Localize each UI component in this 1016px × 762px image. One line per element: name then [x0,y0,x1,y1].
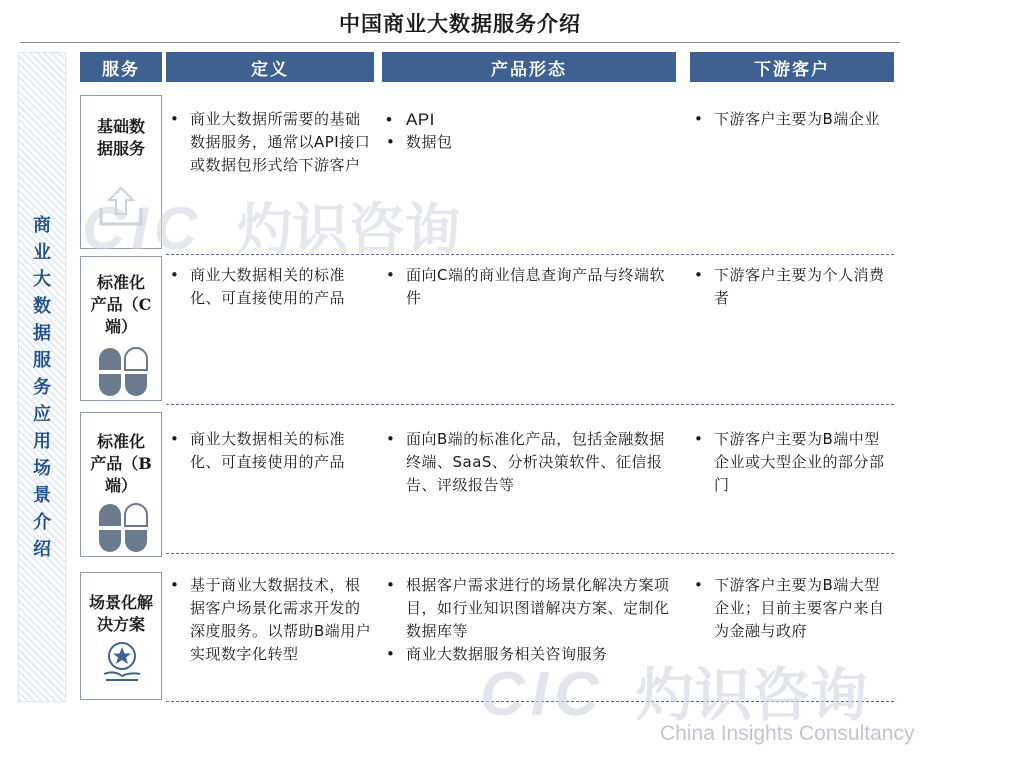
watermark-logo: CIC [480,660,605,729]
watermark-brand-en: China Insights Consultancy [660,722,915,745]
list-item: • 数据包 [384,131,674,154]
definition-cell-basic [168,108,372,177]
list-item: • 基于商业大数据技术，根据客户场景化需求开发的深度服务。以帮助B端用户实现数字化转型 [168,574,372,666]
list-item: • 下游客户主要为B端大型企业；目前主要客户来自为金融与政府 [692,574,892,643]
clover-icon [97,503,149,553]
customer-cell-scenario [692,574,892,643]
upload-icon [97,186,145,228]
definition-cell-scenario [168,574,372,666]
header-definition: 定义 [166,52,374,82]
list-item: • 商业大数据相关的标准化、可直接使用的产品 [168,264,372,310]
customer-cell-basic [692,108,892,131]
page-title: 中国商业大数据服务介绍 [339,11,581,36]
list-item: • 面向B端的标准化产品，包括金融数据终端、SaaS、分析决策软件、征信报告、评级报告等 [384,428,674,497]
form-cell-standard-c [384,264,674,310]
clover-icon [97,347,149,397]
header-form: 产品形态 [382,52,676,82]
form-cell-basic [384,108,674,154]
service-label-standard-b: 标准化产品（B端） [90,432,152,495]
watermark-logo: CIC [82,195,204,262]
service-label-scenario: 场景化解决方案 [89,593,154,634]
row-divider [166,404,894,405]
watermark-brand-cn: 灼识咨询 [236,198,461,263]
form-cell-scenario [384,574,674,666]
side-label: 商业大数据服务应用场景介绍 [33,215,51,560]
list-item: • 商业大数据所需要的基础数据服务，通常以API接口或数据包形式给下游客户 [168,108,372,177]
service-label-standard-c: 标准化产品（C端） [90,273,152,336]
customer-cell-standard-c [692,264,892,310]
list-item: • API [384,108,674,131]
list-item: • 下游客户主要为B端中型企业或大型企业的部分部门 [692,428,892,497]
title-divider [20,42,900,43]
watermark-brand-cn: 灼识咨询 [635,661,868,729]
list-item: • 下游客户主要为个人消费者 [692,264,892,310]
list-item: • 商业大数据服务相关咨询服务 [384,643,674,666]
row-divider [166,553,894,554]
header-service: 服务 [80,52,162,82]
definition-cell-standard-b [168,428,372,474]
star-hand-icon [100,640,144,684]
list-item: • 商业大数据相关的标准化、可直接使用的产品 [168,428,372,474]
list-item: • 根据客户需求进行的场景化解决方案项目，如行业知识图谱解决方案、定制化数据库等 [384,574,674,643]
definition-cell-standard-c [168,264,372,310]
row-divider [166,701,894,702]
list-item: • 下游客户主要为B端企业 [692,108,892,131]
service-label-basic: 基础数据服务 [96,117,145,158]
form-cell-standard-b [384,428,674,497]
row-divider [166,254,894,255]
list-item: • 面向C端的商业信息查询产品与终端软件 [384,264,674,310]
header-customer: 下游客户 [690,52,894,82]
customer-cell-standard-b [692,428,892,497]
